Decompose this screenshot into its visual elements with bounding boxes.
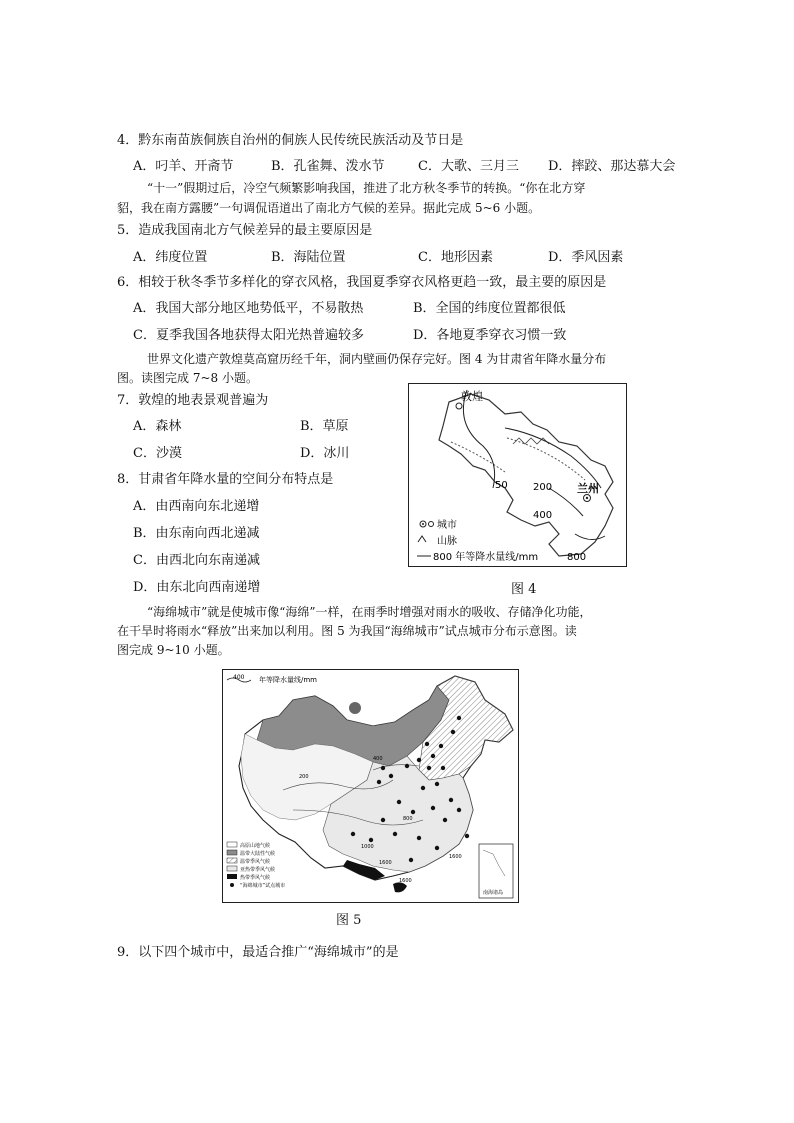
- q4-option-a: A．叼羊、开斋节: [133, 159, 234, 174]
- q7-option-d: D．冰川: [300, 446, 350, 461]
- header-isohyet-value: 400: [233, 674, 245, 681]
- sponge-city-dot: [397, 800, 401, 804]
- legend-temperate-monsoon: 温带季风气候: [240, 859, 271, 865]
- sponge-city-dot: [377, 780, 381, 784]
- figure-4-gansu-map: [408, 383, 627, 567]
- q6-option-c: C．夏季我国各地获得太阳光热普遍较多: [133, 328, 364, 343]
- isohyet-label-400: 400: [533, 510, 553, 521]
- figure-4-caption: 图 4: [511, 582, 537, 597]
- q9-stem: 9．以下四个城市中，最适合推广“海绵城市”的是: [117, 945, 399, 960]
- q8-stem: 8．甘肃省年降水量的空间分布特点是: [117, 472, 334, 487]
- sponge-city-dot: [405, 764, 409, 768]
- q4-option-b: B．孔雀舞、泼水节: [271, 159, 385, 174]
- isohyet-200: [505, 428, 601, 488]
- legend-subtropical: 亚热带季风气候: [240, 867, 276, 873]
- sponge-city-dot: [431, 806, 435, 810]
- q4-stem: 4．黔东南苗族侗族自治州的侗族人民传统民族活动及节日是: [117, 133, 464, 148]
- q8-option-b: B．由东南向西北递减: [133, 526, 260, 541]
- sponge-city-dot: [381, 818, 385, 822]
- inset-label: 南海诸岛: [483, 890, 504, 896]
- sponge-city-dot: [449, 798, 453, 802]
- china-map-svg: [223, 670, 518, 902]
- isohyet-50: [463, 390, 494, 488]
- q7-stem: 7．敦煌的地表景观普遍为: [117, 393, 269, 408]
- legend-mountain-icon: [418, 536, 426, 542]
- sponge-city-dot: [389, 774, 393, 778]
- iso-label-7: 1600: [399, 878, 412, 884]
- q8-option-c: C．由西北向东南递减: [133, 553, 260, 568]
- legend-swatch-continental: [227, 850, 237, 855]
- sponge-city-dot: [381, 766, 385, 770]
- iso-label-5: 1600: [379, 860, 392, 866]
- sponge-city-dot: [369, 838, 373, 842]
- q5-option-d: D．季风因素: [548, 250, 624, 265]
- q6-option-d: D．各地夏季穿衣习惯一致: [413, 328, 567, 343]
- q5-option-a: A．纬度位置: [133, 250, 208, 265]
- passage2-line1: 世界文化遗产敦煌莫高窟历经千年，洞内壁画仍保存完好。图 4 为甘肃省年降水量分布: [147, 352, 607, 366]
- map-legend: [227, 842, 285, 889]
- sponge-city-dot: [443, 818, 447, 822]
- dunhuang-city-marker: [456, 403, 462, 409]
- q6-stem: 6．相较于秋冬季节多样化的穿衣风格，我国夏季穿衣风格更趋一致，最主要的原因是: [117, 275, 607, 290]
- sponge-city-dot: [451, 730, 455, 734]
- legend-plateau: 高原山地气候: [240, 843, 271, 849]
- mongolia-dot: [349, 702, 361, 714]
- q5-option-c: C．地形因素: [418, 250, 493, 265]
- legend-swatch-subtropical: [227, 866, 237, 871]
- sponge-city-dot: [427, 766, 431, 770]
- q5-option-b: B．海陆位置: [271, 250, 346, 265]
- iso-label-6: 1000: [361, 844, 374, 850]
- passage3-line3: 图完成 9~10 小题。: [117, 643, 230, 657]
- mountain-range-2: [507, 438, 585, 480]
- isohyet-label-800: 800: [567, 552, 587, 563]
- legend-continental: 温带大陆性气候: [240, 851, 276, 857]
- legend-mountain-label: 山脉: [437, 536, 457, 547]
- iso-label-1: 200: [299, 774, 309, 780]
- q4-option-d: D．摔跤、那达慕大会: [548, 159, 676, 174]
- iso-label-4: 1600: [449, 854, 462, 860]
- iso-label-3: 800: [403, 816, 413, 822]
- legend-city-label: 城市: [437, 520, 457, 531]
- passage3-line2: 在干旱时将雨水“释放”出来加以利用。图 5 为我国“海绵城市”试点城市分布示意图。读: [117, 624, 577, 638]
- iso-label-2: 400: [373, 756, 383, 762]
- figure-5-caption: 图 5: [336, 913, 362, 928]
- passage1-line1: “十一”假期过后，冷空气频繁影响我国，推进了北方秋冬季节的转换。“你在北方穿: [147, 181, 586, 195]
- sponge-city-dot: [417, 836, 421, 840]
- sponge-city-dot: [411, 810, 415, 814]
- city-label-lanzhou: 兰州: [577, 482, 599, 495]
- passage1-line2: 貂，我在南方露腰”一句调侃语道出了南北方气候的差异。据此完成 5~6 小题。: [117, 201, 541, 215]
- sponge-city-dot: [393, 832, 397, 836]
- sponge-city-dot: [435, 846, 439, 850]
- legend-swatch-tropical: [227, 874, 237, 879]
- isohyet-800: [575, 534, 605, 540]
- sponge-city-dot: [435, 782, 439, 786]
- sponge-city-dot: [439, 744, 443, 748]
- q8-option-d: D．由东北向西南递增: [133, 580, 261, 595]
- q6-option-b: B．全国的纬度位置都很低: [413, 301, 566, 316]
- q6-option-a: A．我国大部分地区地势低平，不易散热: [133, 301, 364, 316]
- q5-stem: 5．造成我国南北方气候差异的最主要原因是: [117, 223, 373, 238]
- sponge-city-dot: [351, 832, 355, 836]
- legend-tropical: 热带季风气候: [240, 875, 271, 881]
- q4-option-c: C．大歌、三月三: [418, 159, 519, 174]
- sponge-city-dot: [425, 742, 429, 746]
- passage2-line2: 图。读图完成 7~8 小题。: [117, 371, 258, 385]
- legend-sponge-city-icon: [230, 883, 234, 887]
- figure-5-china-map: [222, 669, 519, 903]
- q7-option-b: B．草原: [300, 419, 349, 434]
- passage3-line1: “海绵城市”就是使城市像“海绵”一样，在雨季时增强对雨水的吸收、存储净化功能，: [147, 605, 592, 619]
- header-isohyet-label: 年等降水量线/mm: [259, 676, 317, 684]
- gansu-map-svg: [409, 384, 626, 566]
- isohyet-label-50: 50: [495, 480, 508, 491]
- q7-option-c: C．沙漠: [133, 446, 182, 461]
- sponge-city-dot: [457, 716, 461, 720]
- q8-option-a: A．由西南向东北递增: [133, 499, 260, 514]
- legend-swatch-temperate-monsoon: [227, 858, 237, 863]
- sponge-city-dot: [441, 766, 445, 770]
- q7-option-a: A．森林: [133, 419, 182, 434]
- sponge-city-dot: [465, 834, 469, 838]
- sponge-city-dot: [421, 786, 425, 790]
- isohyet-label-200: 200: [533, 482, 553, 493]
- gansu-outline: [439, 394, 613, 556]
- city-label-dunhuang: 敦煌: [461, 390, 483, 403]
- sponge-city-dot: [417, 758, 421, 762]
- legend-isohyet-label: 800 年等降水量线/mm: [433, 552, 539, 563]
- legend-sponge-city: “海绵城市”试点城市: [240, 883, 286, 889]
- sponge-city-dot: [457, 808, 461, 812]
- mountain-symbols: [513, 438, 549, 444]
- legend-swatch-plateau: [227, 842, 237, 847]
- sponge-city-dot: [431, 754, 435, 758]
- sponge-city-dot: [409, 858, 413, 862]
